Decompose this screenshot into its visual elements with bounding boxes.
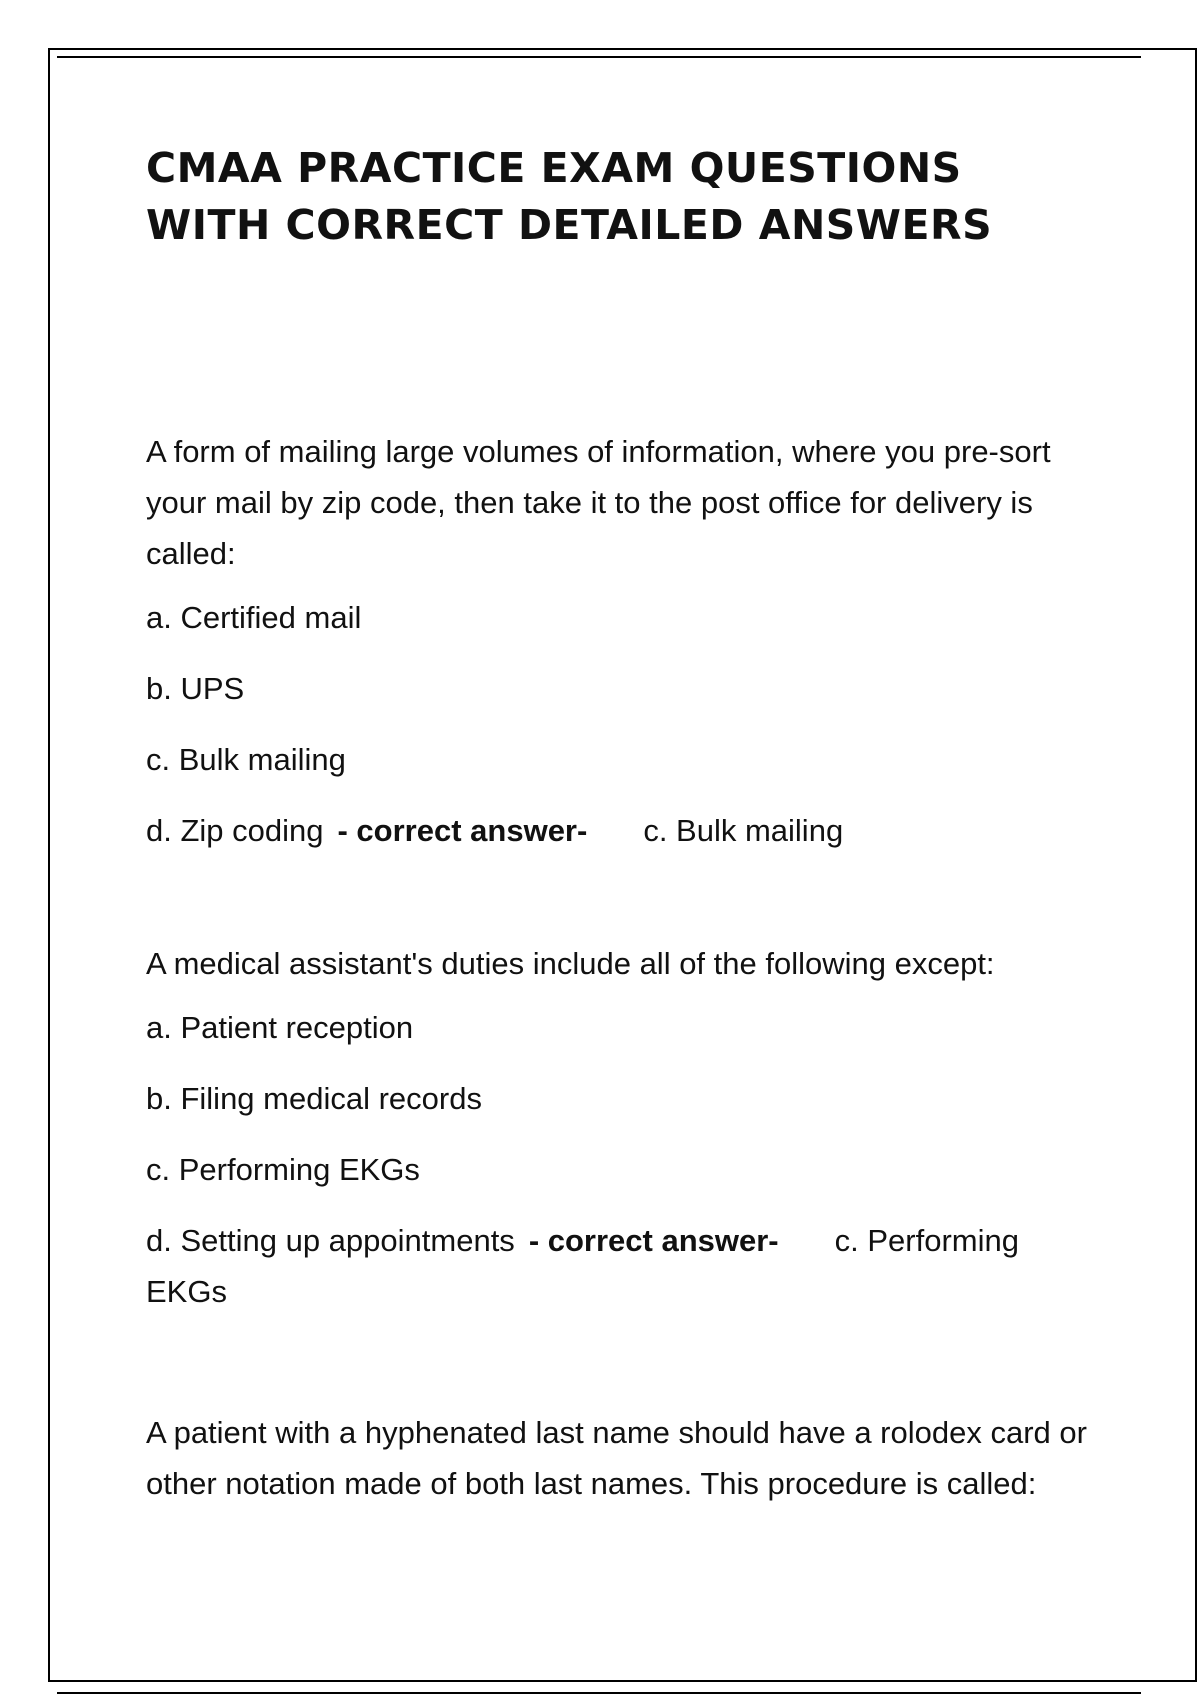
option-c: c. Performing EKGs xyxy=(146,1152,420,1187)
question-block-2 xyxy=(146,938,1096,1317)
correct-answer: c. Bulk mailing xyxy=(643,813,844,848)
option-d-with-answer xyxy=(146,1215,1096,1317)
top-rule xyxy=(57,56,1141,58)
correct-answer: c. Performing EKGs xyxy=(146,1223,1019,1309)
answer-label: - correct answer- xyxy=(528,1223,779,1258)
option-a: a. Patient reception xyxy=(146,1010,414,1045)
option-d-with-answer xyxy=(146,805,1096,856)
question-text: A patient with a hyphenated last name should have a rolodex card or other notation made of both last names. This procedure is called: xyxy=(146,1415,1087,1501)
bottom-rule xyxy=(57,1692,1141,1694)
question-block-3 xyxy=(146,1407,1096,1509)
option-b: b. UPS xyxy=(146,671,245,706)
option-b: b. Filing medical records xyxy=(146,1081,482,1116)
option-c: c. Bulk mailing xyxy=(146,742,346,777)
option-d: d. Setting up appointments xyxy=(146,1223,515,1258)
option-d: d. Zip coding xyxy=(146,813,324,848)
document-title: CMAA PRACTICE EXAM QUESTIONS WITH CORRECT DETAILED ANSWERS xyxy=(146,144,993,249)
question-block-1 xyxy=(146,426,1096,856)
answer-label: - correct answer- xyxy=(337,813,588,848)
option-a: a. Certified mail xyxy=(146,600,362,635)
question-text: A form of mailing large volumes of information, where you pre-sort your mail by zip code, then take it to the post office for delivery is called: xyxy=(146,434,1051,571)
document-body xyxy=(146,140,1096,1522)
question-text: A medical assistant's duties include all of the following except: xyxy=(146,946,995,981)
